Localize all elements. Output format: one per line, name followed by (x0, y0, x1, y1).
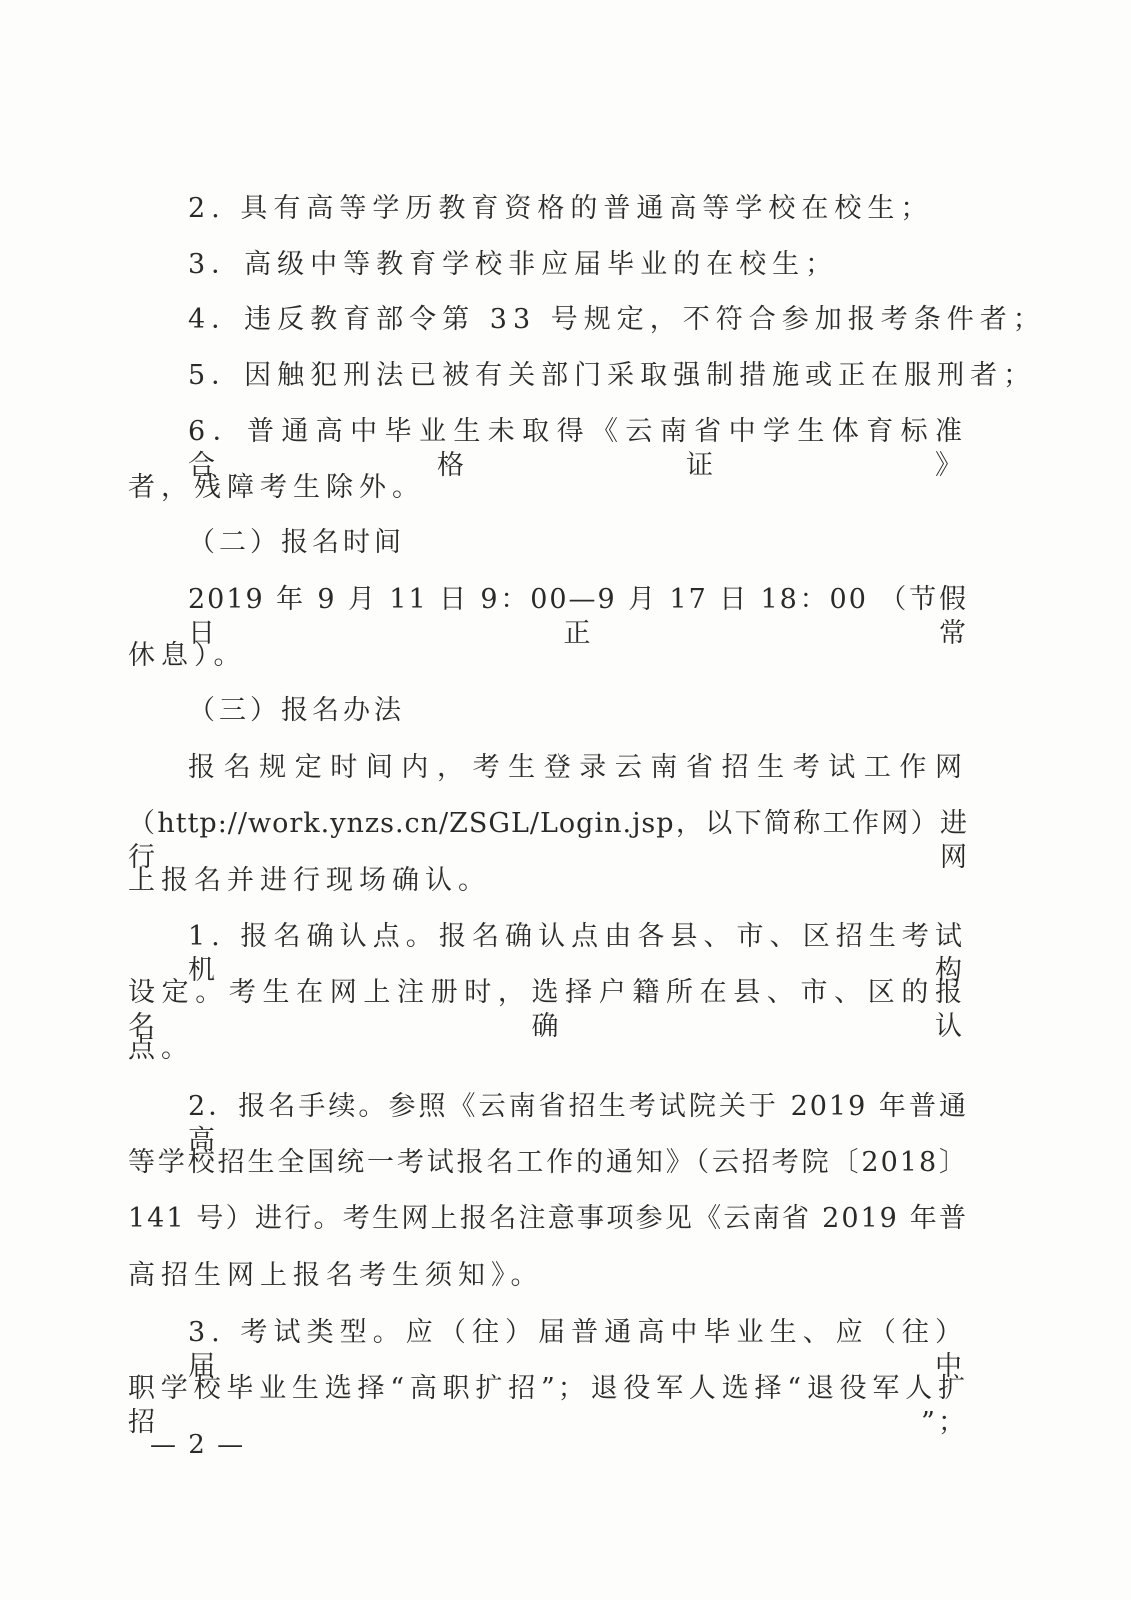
text-line-15: 设定。考生在网上注册时，选择户籍所在县、市、区的报名确认 (128, 977, 968, 1042)
text-line-18: 等学校招生全国统一考试报名工作的通知》（云招考院〔2018〕 (128, 1147, 968, 1178)
text-line-6: 者，残障考生除外。 (128, 472, 425, 503)
text-line-11: 报名规定时间内，考生登录云南省招生考试工作网 (188, 752, 968, 783)
text-line-21: 3. 考试类型。应（往）届普通高中毕业生、应（往）届中 (188, 1317, 968, 1382)
text-line-16: 点。 (128, 1033, 194, 1064)
text-line-url: （http://work.ynzs.cn/ZSGL/Login.jsp，以下简称工作网）进行网 (128, 808, 968, 873)
text-line-9: 休息）。 (128, 640, 247, 671)
section-heading-registration-method: （三）报名办法 (188, 695, 405, 726)
text-line-8: 2019 年 9 月 11 日 9：00—9 月 17 日 18：00 （节假日正常 (188, 584, 968, 649)
text-line-4: 5．因触犯刑法已被有关部门采取强制措施或正在服刑者； (188, 360, 1037, 391)
text-line-17: 2．报名手续。参照《云南省招生考试院关于 2019 年普通高 (188, 1091, 968, 1156)
text-line-20: 高招生网上报名考生须知》。 (128, 1260, 544, 1291)
text-line-3: 4．违反教育部令第 33 号规定，不符合参加报考条件者； (188, 304, 1046, 335)
text-line-5: 6．普通高中毕业生未取得《云南省中学生体育标准合格证》 (188, 416, 968, 481)
text-line-22: 职学校毕业生选择“高职扩招”；退役军人选择“退役军人扩招”； (128, 1373, 968, 1438)
text-line-14: 1. 报名确认点。报名确认点由各县、市、区招生考试机构 (188, 921, 968, 986)
text-line-1: 2. 具有高等学历教育资格的普通高等学校在校生； (188, 193, 934, 224)
text-line-19: 141 号）进行。考生网上报名注意事项参见《云南省 2019 年普 (128, 1203, 968, 1234)
page-number: — 2 — (150, 1430, 246, 1460)
text-line-13: 上报名并进行现场确认。 (128, 865, 491, 896)
section-heading-registration-time: （二）报名时间 (188, 527, 405, 558)
text-line-2: 3．高级中等教育学校非应届毕业的在校生； (188, 249, 839, 280)
